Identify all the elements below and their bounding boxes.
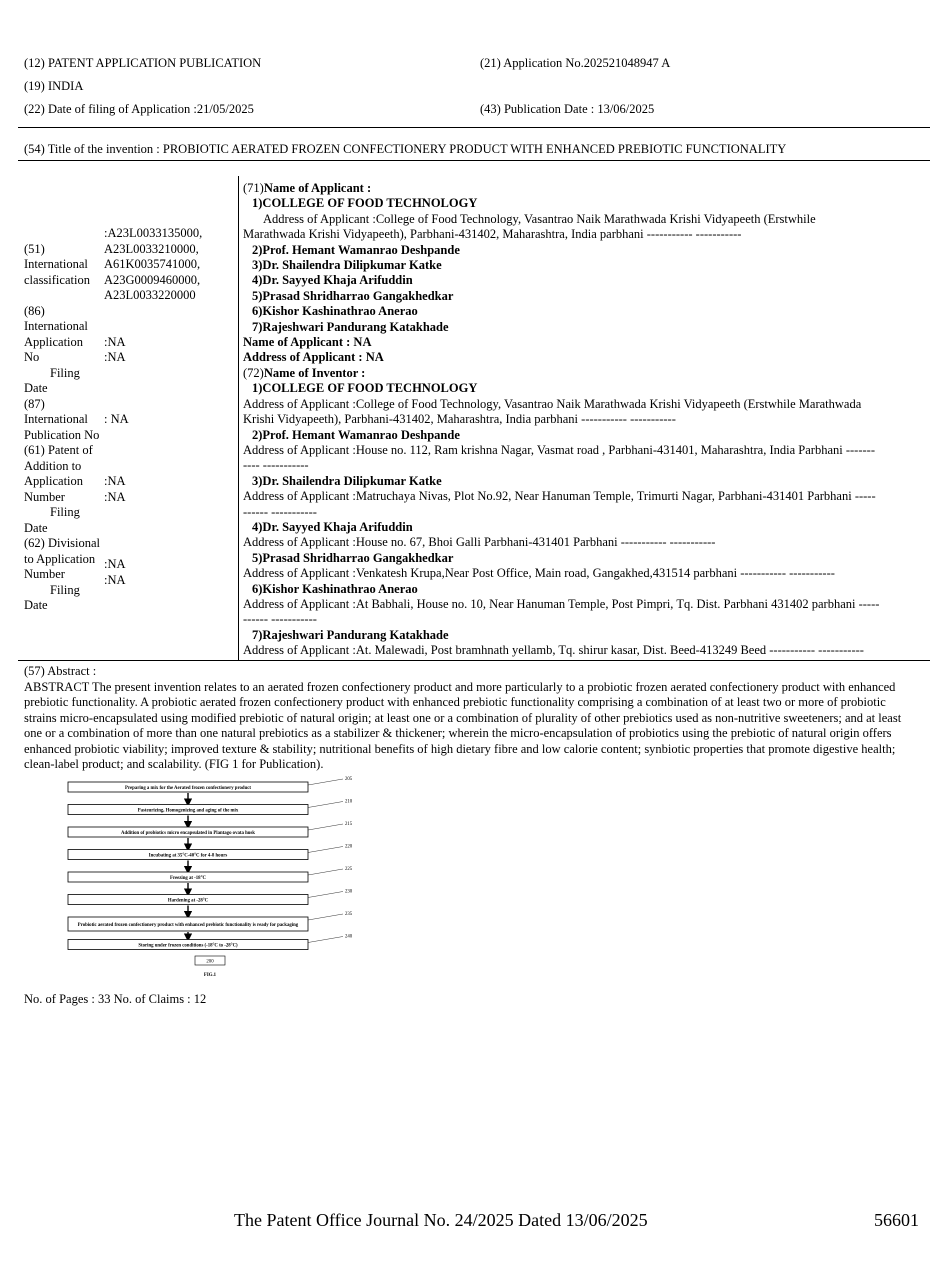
journal-footer: The Patent Office Journal No. 24/2025 Dated 13/06/2025 — [234, 1210, 648, 1230]
pages-claims: No. of Pages : 33 No. of Claims : 12 — [24, 992, 207, 1006]
divider — [18, 160, 930, 161]
divider — [18, 127, 930, 128]
flow-step-ref: 220 — [345, 844, 353, 850]
applicant-heading — [243, 181, 933, 196]
field-label: Publication No — [24, 427, 100, 442]
field-value: :NA — [104, 557, 126, 571]
field-value: :NA — [104, 334, 126, 349]
flow-step-ref: 210 — [345, 799, 353, 805]
applicant-name: 5)Prasad Shridharrao Gangakhedkar — [252, 288, 454, 303]
field-value: :NA — [104, 350, 126, 364]
classification-value: A61K0035741000, — [104, 257, 201, 271]
flow-ref-leader — [308, 914, 343, 920]
field-label: Date — [24, 381, 48, 395]
filing-date: (22) Date of filing of Application :21/05/2025 — [24, 102, 254, 116]
applicant-name: 4)Dr. Sayyed Khaja Arifuddin — [252, 273, 413, 288]
page-number: 56601 — [874, 1210, 919, 1230]
applicant-address: Address of Applicant :College of Food Technology, Vasantrao Naik Marathwada Krishi Vidyapeeth (Erstwhile — [263, 211, 816, 226]
inventor-address: Address of Applicant :House no. 67, Bhoi Galli Parbhani-431401 Parbhani ----------- ----------- — [243, 535, 716, 550]
inventor-name: 6)Kishor Kashinathrao Anerao — [252, 581, 418, 596]
flow-step-ref: 215 — [345, 822, 353, 827]
flow-step-text: Probiotic aerated frozen confectionery product with enhanced prebiotic functionality is ready for packaging — [77, 922, 299, 928]
inventor-address: ------ ----------- — [243, 504, 317, 519]
classification-value: A23G0009460000, — [104, 272, 201, 287]
field-number: (72) — [243, 365, 264, 380]
field-label: (62) Divisional — [24, 536, 101, 550]
inventor-address: Address of Applicant :At Babhali, House no. 10, Near Hanuman Temple, Post Pimpri, Tq. Dist. Parbhani 431402 parbhani ----- — [243, 596, 880, 611]
inventor-name: 5)Prasad Shridharrao Gangakhedkar — [252, 550, 454, 565]
flow-ref-leader — [308, 937, 343, 943]
flow-step-ref: 225 — [345, 867, 353, 872]
figure-number: 200 — [206, 959, 214, 965]
field-number: (71) — [243, 181, 264, 195]
publication-type: (12) PATENT APPLICATION PUBLICATION — [24, 56, 262, 70]
figure-caption: FIG.1 — [203, 973, 217, 978]
field-label: (61) Patent of — [24, 443, 93, 457]
abstract-section — [24, 664, 916, 773]
field-label: to Application — [24, 551, 96, 566]
parties-section — [243, 181, 933, 659]
field-label: Filing — [50, 365, 80, 380]
flow-step-text: Incubating at 35°C-40°C for 4-8 hours — [148, 853, 228, 859]
field-label: classification — [24, 272, 90, 287]
flow-step-ref: 230 — [345, 889, 353, 895]
applicant-name: 6)Kishor Kashinathrao Anerao — [252, 304, 418, 319]
field-label: No — [24, 350, 40, 364]
abstract-text: ABSTRACT The present invention relates to an aerated frozen confectionery product and more particularly to a probiotic frozen aerated confectionery product with enhanced prebiotic functionality. A probiotic aerated frozen confectionery product with enhanced prebiotic functionality comprising a combination of at least two or more of probiotic strains micro-encapsulated using modified prebiotic of natural origin; at least one or a combination of plurality of other prebiotics used as non-nutritive sweeteners; and at least one or a combination of more than one natural prebiotics as a stabilizer & thickener; wherein the micro-encapsulation of probiotics using the prebiotic of natural origin offers enhanced probiotic viability; improved texture & stability; nutritional benefits of high dietary fibre and low calorie content; synbiotic properties that promote digestive health; clean-label product; and scalability. (FIG 1 for Publication). — [24, 679, 902, 771]
inventor-address: Address of Applicant :House no. 112, Ram krishna Nagar, Vasmat road , Parbhani-431401, Maharashtra, India Parbhani ------- — [243, 442, 875, 457]
inventor-heading — [243, 366, 933, 381]
applicant-address-na: Address of Applicant : NA — [243, 350, 384, 365]
flow-ref-leader — [308, 779, 343, 785]
abstract-heading: (57) Abstract : — [24, 664, 97, 678]
flow-step-ref: 240 — [345, 934, 353, 940]
divider — [18, 660, 930, 661]
field-label: Number — [24, 567, 65, 581]
inventor-name: 3)Dr. Shailendra Dilipkumar Katke — [252, 473, 442, 488]
flow-step-text: Hardening at -28°C — [167, 898, 209, 904]
flow-step-text: Addition of probiotics micro encapsulated in Plantago ovata husk — [121, 830, 255, 836]
classification-value: A23L0033210000, — [104, 241, 199, 256]
flow-step-ref: 235 — [345, 912, 353, 917]
field-label: Addition to — [24, 458, 82, 473]
inventor-name: 7)Rajeshwari Pandurang Katakhade — [252, 627, 449, 642]
inventor-heading-label: Name of Inventor : — [263, 365, 366, 380]
inventor-name: 4)Dr. Sayyed Khaja Arifuddin — [252, 519, 413, 534]
field-label: Filing — [50, 505, 80, 519]
field-label: (87) — [24, 396, 45, 411]
field-label: International — [24, 319, 88, 333]
inventor-address: ---- ----------- — [243, 458, 309, 473]
flow-step-text: Freezing at -18°C — [170, 875, 206, 881]
inventor-address: ------ ----------- — [243, 612, 317, 627]
inventor-name: 2)Prof. Hemant Wamanrao Deshpande — [252, 427, 460, 442]
applicant-name: 3)Dr. Shailendra Dilipkumar Katke — [252, 258, 442, 273]
inventor-address: Address of Applicant :College of Food Technology, Vasantrao Naik Marathwada Krishi Vidyapeeth (Erstwhile Marathwada — [243, 396, 862, 411]
invention-title: (54) Title of the invention : PROBIOTIC AERATED FROZEN CONFECTIONERY PRODUCT WITH ENHANCED PREBIOTIC FUNCTIONALITY — [24, 142, 787, 156]
applicant-name: 1)COLLEGE OF FOOD TECHNOLOGY — [252, 196, 478, 211]
classification-value: :A23L0033135000, — [104, 226, 203, 240]
flow-step-ref: 205 — [345, 777, 353, 782]
field-label: International — [24, 257, 88, 271]
applicant-heading-label: Name of Applicant : — [263, 181, 372, 195]
inventor-address: Address of Applicant :At. Malewadi, Post bramhnath yellamb, Tq. shirur kasar, Dist. Beed-413249 Beed ----------- ----------- — [243, 643, 864, 658]
field-value: :NA — [104, 573, 126, 587]
field-label: Date — [24, 598, 48, 612]
field-value: :NA — [104, 474, 126, 488]
flowchart-figure — [60, 774, 370, 986]
classification-value: A23L0033220000 — [104, 288, 196, 302]
field-label: Application — [24, 474, 84, 488]
field-label: (51) — [24, 241, 45, 256]
flow-ref-leader — [308, 869, 343, 875]
country: (19) INDIA — [24, 79, 84, 93]
field-label: Date — [24, 520, 48, 535]
flow-step-text: Storing under frozen conditions (-18°C to -28°C) — [138, 943, 238, 949]
field-value: :NA — [104, 489, 126, 504]
inventor-address: Address of Applicant :Matruchaya Nivas, Plot No.92, Near Hanuman Temple, Trimurti Nagar, Parbhani-431401 Parbhani ----- — [243, 489, 876, 504]
field-label: International — [24, 412, 88, 426]
flow-step-text: Preparing a mix for the Aerated frozen confectionery product — [125, 785, 251, 791]
field-label: Application — [24, 334, 84, 349]
field-value: : NA — [104, 412, 129, 426]
inventor-name: 1)COLLEGE OF FOOD TECHNOLOGY — [252, 381, 478, 396]
applicant-name-na: Name of Applicant : NA — [243, 335, 372, 350]
flow-ref-leader — [308, 847, 343, 853]
flow-ref-leader — [308, 802, 343, 808]
flow-step-text: Pasteurizing, Homogenizing and aging of the mix — [137, 808, 239, 814]
field-label: Filing — [50, 582, 80, 597]
application-number: (21) Application No.202521048947 A — [480, 56, 671, 70]
flow-ref-leader — [308, 892, 343, 898]
applicant-name: 2)Prof. Hemant Wamanrao Deshpande — [252, 242, 460, 257]
field-label: Number — [24, 489, 65, 504]
inventor-address: Address of Applicant :Venkatesh Krupa,Near Post Office, Main road, Gangakhed,431514 parbhani ----------- ----------- — [243, 566, 835, 581]
inventor-address: Krishi Vidyapeeth), Parbhani-431402, Maharashtra, India parbhani ----------- ----------- — [243, 412, 676, 427]
applicant-address: Marathwada Krishi Vidyapeeth), Parbhani-431402, Maharashtra, India parbhani ----------- ----------- — [243, 227, 742, 242]
applicant-name: 7)Rajeshwari Pandurang Katakhade — [252, 319, 449, 334]
flow-ref-leader — [308, 824, 343, 830]
field-label: (86) — [24, 303, 45, 318]
column-divider — [238, 176, 239, 660]
publication-date: (43) Publication Date : 13/06/2025 — [480, 102, 655, 116]
